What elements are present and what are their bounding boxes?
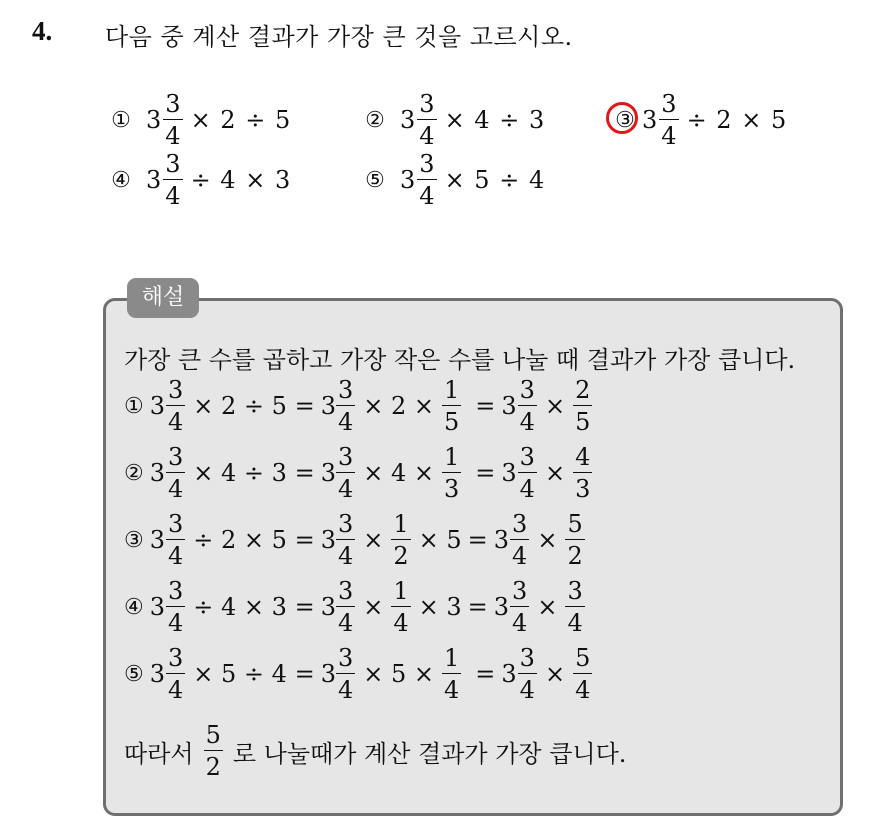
fraction: $\frac{3}{4}$ xyxy=(337,577,354,637)
fraction: $\frac{3}{4}$ xyxy=(512,577,528,637)
fraction: $\frac{3}{4}$ xyxy=(168,644,184,704)
fraction: $\frac{3}{4}$ xyxy=(168,510,184,570)
choice-expression: ÷ 4 × 3 xyxy=(190,166,292,194)
line-marker: ③ xyxy=(124,527,144,553)
expression: × xyxy=(363,593,384,621)
choice-2[interactable] xyxy=(362,90,545,150)
times-sign: × xyxy=(537,593,558,621)
choice-marker: ⑤ xyxy=(365,167,385,193)
expression: × 2 × xyxy=(363,392,434,420)
choice-expression: × 2 ÷ 5 xyxy=(190,106,292,134)
fraction: $\frac{3}{4}$ xyxy=(419,150,435,210)
fraction: $\frac{5}{2}$ xyxy=(567,510,583,570)
mixed-whole: 3 xyxy=(146,166,162,194)
mixed-whole: 3 xyxy=(320,660,336,688)
choice-marker: ① xyxy=(111,107,131,133)
mixed-whole: 3 xyxy=(149,593,166,621)
fraction: $\frac{3}{4}$ xyxy=(512,510,528,570)
mixed-whole: 3 xyxy=(320,459,336,487)
mixed-whole: 3 xyxy=(146,106,162,134)
expression: × 5 × xyxy=(363,660,434,688)
fraction: $\frac{1}{4}$ xyxy=(444,644,460,704)
solution-line-2 xyxy=(124,445,600,501)
fraction: $\frac{2}{5}$ xyxy=(575,376,591,436)
choice-expression: × 4 ÷ 3 xyxy=(444,106,546,134)
choice-marker: ④ xyxy=(111,167,131,193)
mixed-whole: 3 xyxy=(493,593,510,621)
mixed-whole: 3 xyxy=(320,593,336,621)
fraction: $\frac{5}{4}$ xyxy=(575,644,591,704)
fraction: $\frac{3}{4}$ xyxy=(337,376,354,436)
mixed-whole: 3 xyxy=(501,459,517,487)
solution-line-1 xyxy=(124,378,600,434)
choice-4[interactable] xyxy=(108,150,291,210)
fraction: $\frac{1}{3}$ xyxy=(444,443,460,503)
mixed-whole: 3 xyxy=(501,660,517,688)
fraction: $\frac{1}{2}$ xyxy=(393,510,409,570)
mixed-whole: 3 xyxy=(149,660,166,688)
expression: × 4 × xyxy=(363,459,434,487)
expression: × 2 ÷ 5 = xyxy=(193,392,315,420)
fraction: $\frac{1}{5}$ xyxy=(444,376,460,436)
fraction: $\frac{3}{4}$ xyxy=(165,150,181,210)
solution-line-4 xyxy=(124,579,593,635)
conclusion-text: 따라서 xyxy=(124,739,194,768)
mixed-whole: 3 xyxy=(320,526,336,554)
fraction: $\frac{3}{4}$ xyxy=(168,376,184,436)
fraction: $\frac{3}{4}$ xyxy=(337,443,354,503)
mixed-whole: 3 xyxy=(149,526,166,554)
times-sign: × xyxy=(537,526,558,554)
times-sign: × xyxy=(544,459,566,487)
line-marker: ④ xyxy=(124,594,144,620)
line-marker: ① xyxy=(124,393,144,419)
fraction: $\frac{1}{4}$ xyxy=(393,577,409,637)
fraction: $\frac{3}{4}$ xyxy=(165,90,181,150)
conclusion-text: 로 나눌때가 계산 결과가 가장 큽니다. xyxy=(232,739,627,768)
equals-sign: = xyxy=(475,392,496,420)
mixed-whole: 3 xyxy=(320,392,336,420)
expression: × 4 ÷ 3 = xyxy=(193,459,315,487)
choice-1[interactable] xyxy=(108,90,291,150)
choice-marker: ② xyxy=(365,107,385,133)
fraction: $\frac{3}{4}$ xyxy=(661,90,677,150)
choice-3[interactable] xyxy=(612,90,787,150)
mixed-whole: 3 xyxy=(149,392,166,420)
times-sign: × xyxy=(544,660,566,688)
fraction: $\frac{3}{4}$ xyxy=(337,644,354,704)
choice-5[interactable] xyxy=(362,150,545,210)
expression: ÷ 4 × 3 = xyxy=(193,593,315,621)
fraction: $\frac{5}{2}$ xyxy=(205,721,221,781)
mixed-whole: 3 xyxy=(400,166,416,194)
selected-choice-marker: ③ xyxy=(612,108,638,133)
fraction: $\frac{4}{3}$ xyxy=(575,443,591,503)
fraction: $\frac{3}{4}$ xyxy=(419,90,435,150)
mixed-whole: 3 xyxy=(400,106,416,134)
mixed-whole: 3 xyxy=(493,526,510,554)
line-marker: ⑤ xyxy=(124,661,144,687)
times-sign: × xyxy=(544,392,566,420)
equals-sign: = xyxy=(475,660,496,688)
solution-line-3 xyxy=(124,512,593,568)
solution-line-5 xyxy=(124,646,600,702)
solution-tag: 해설 xyxy=(127,278,199,318)
mixed-whole: 3 xyxy=(642,106,658,134)
fraction: $\frac{3}{4}$ xyxy=(519,443,535,503)
expression: × xyxy=(363,526,384,554)
equals-sign: = xyxy=(475,459,496,487)
mixed-whole: 3 xyxy=(149,459,166,487)
fraction: $\frac{3}{4}$ xyxy=(168,443,184,503)
equals-sign: = xyxy=(467,593,488,621)
fraction: $\frac{3}{4}$ xyxy=(519,644,535,704)
solution-conclusion xyxy=(124,723,626,779)
expression: ÷ 2 × 5 = xyxy=(193,526,315,554)
equals-sign: = xyxy=(467,526,488,554)
line-marker: ② xyxy=(124,460,144,486)
choice-expression: × 5 ÷ 4 xyxy=(444,166,546,194)
fraction: $\frac{3}{4}$ xyxy=(567,577,583,637)
fraction: $\frac{3}{4}$ xyxy=(168,577,184,637)
expression: × 5 ÷ 4 = xyxy=(193,660,315,688)
expression: × 5 xyxy=(418,526,462,554)
question-number: 4. xyxy=(32,16,53,46)
solution-intro: 가장 큰 수를 곱하고 가장 작은 수를 나눌 때 결과가 가장 큽니다. xyxy=(124,346,796,374)
mixed-whole: 3 xyxy=(501,392,517,420)
question-text: 다음 중 계산 결과가 가장 큰 것을 고르시오. xyxy=(105,23,573,51)
fraction: $\frac{3}{4}$ xyxy=(519,376,535,436)
choice-expression: ÷ 2 × 5 xyxy=(686,106,788,134)
expression: × 3 xyxy=(418,593,462,621)
fraction: $\frac{3}{4}$ xyxy=(337,510,354,570)
